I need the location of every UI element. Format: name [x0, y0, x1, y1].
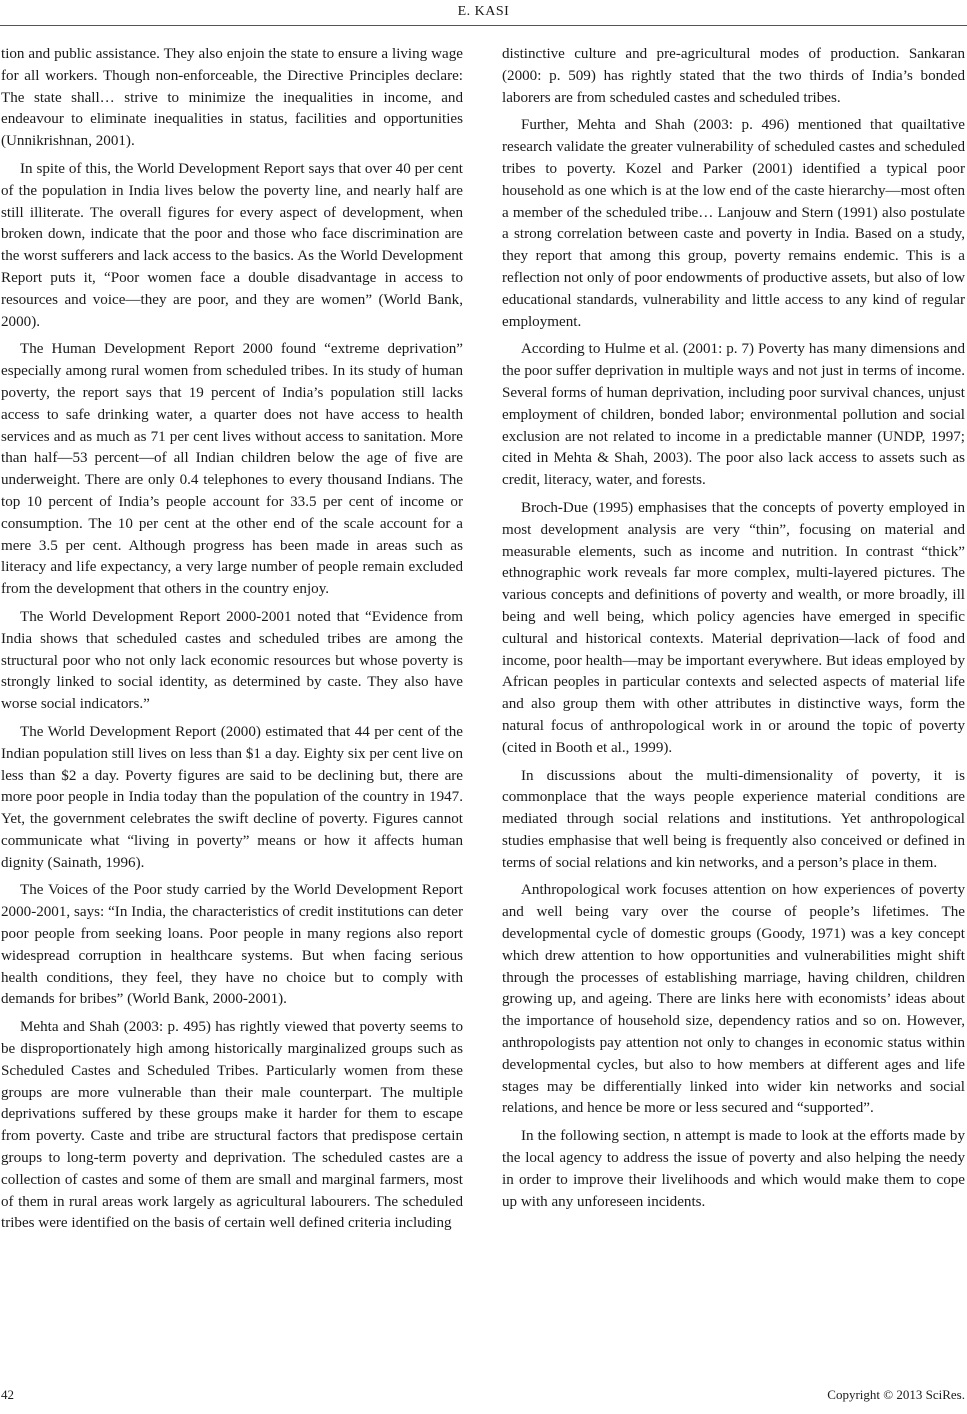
paragraph: tion and public assistance. They also enjoin the state to ensure a living wage for all workers. Though non-enforceable, the Directive Principles declare: The state shall… strive to minimize the inequalities in income, and endeavour to eliminate inequalities in status, facilities and opportunities (Unnikrishnan, 2001). [1, 46, 463, 150]
paragraph: In discussions about the multi-dimensionality of poverty, it is commonplace that the ways people experience material conditions are mediated through social relations and institutions. Yet anthropological studies emphasise that well being is frequently also conceived or defined in terms of social relations and kin networks, and a person’s place in them. [502, 767, 965, 871]
left-column [1, 44, 463, 1241]
running-head: E. KASI [457, 4, 510, 19]
copyright-notice: Copyright © 2013 SciRes. [827, 1387, 965, 1402]
paragraph: Anthropological work focuses attention on how experiences of poverty and well being vary over the course of people’s lifetimes. The developmental cycle of domestic groups (Goody, 1971) was a key concept which drew attention to how opportunities and vulnerabilities might shift through the processes of establishing marriage, having children, children growing up, and ageing. There are links here with economists’ ideas about the importance of household size, dependency ratios and so on. However, anthropologists pay attention not only to changes in economic status within developmental cycles, but also to how members at different ages and life stages may be differentially linked into wider kin networks and social relations, and hence be more or less secured and “supported”. [502, 882, 965, 1117]
paragraph: The Human Development Report 2000 found “extreme deprivation” especially among rural women from scheduled tribes. In its study of human poverty, the report says that 19 percent of India’s population still lacks access to safe drinking water, a quarter does not have access to health services and as much as 71 per cent lives without access to sanitation. More than half—53 percent—of all Indian children below the age of five are underweight. There are only 0.4 telephones to every thousand Indians. The top 10 percent of India’s people account for 33.5 per cent of income or consumption. The 10 per cent at the other end of the scale account for a mere 3.5 per cent. Although progress has been made in areas such as literacy and life expectancy, a very large number of people remain excluded from the development that others in the country enjoy. [1, 341, 463, 598]
right-column [502, 44, 965, 1219]
paragraph: The World Development Report (2000) estimated that 44 per cent of the Indian population still lives on less than $1 a day. Eighty six per cent live on less than $2 a day. Poverty figures are said to be declining but, there are more poor people in India today than the population of the country in 1947. Yet, the government celebrates the swift decline of poverty. Figures cannot communicate what “living in poverty” means or how it affects human dignity (Sainath, 1996). [1, 723, 463, 871]
paragraph: Further, Mehta and Shah (2003: p. 496) mentioned that quailtative research validate the greater vulnerability of scheduled castes and scheduled tribes to poverty. Kozel and Parker (2001) identified a typical poor household as one which is at the low end of the caste hierarchy—most often a member of the scheduled tribe… Lanjouw and Stern (1991) also postulate a strong correlation between caste and poverty in India. Based on a study, they report that among this group, poverty remains endemic. This is a reflection not only of poor endowments of productive assets, but also of low educational standards, vulnerability and little access to any kind of regular employment. [502, 117, 965, 330]
paragraph: distinctive culture and pre-agricultural modes of production. Sankaran (2000: p. 509) has rightly stated that the two thirds of India’s bonded laborers are from scheduled castes and scheduled tribes. [502, 46, 965, 106]
page-number: 42 [1, 1387, 14, 1402]
paragraph: According to Hulme et al. (2001: p. 7) Poverty has many dimensions and the poor suffer deprivation in multiple ways and not just in terms of income. Several forms of human deprivation, including poor survival chances, unjust employment of children, bonded labor; environmental pollution and social exclusion are not related to income in a predictable manner (UNDP, 1997; cited in Mehta & Shah, 2003). The poor also lack access to assets such as credit, literacy, water, and forests. [502, 341, 965, 489]
paragraph: The World Development Report 2000-2001 noted that “Evidence from India shows that scheduled castes and scheduled tribes are among the structural poor who not only lack economic resources but whose poverty is strongly linked to social identity, as determined by caste. They also have worse social indicators.” [1, 608, 463, 713]
paragraph: In the following section, n attempt is made to look at the efforts made by the local agency to address the issue of poverty and also helping the needy in order to improve their livelihoods and which would make them to cope up with any unforeseen incidents. [502, 1128, 965, 1210]
paragraph: Mehta and Shah (2003: p. 495) has rightly viewed that poverty seems to be disproportionately high among historically marginalized groups such as Scheduled Castes and Scheduled Tribes. Particularly women from these groups are more vulnerable than their male counterpart. The multiple deprivations suffered by these groups make it harder for them to escape from poverty. Caste and tribe are structural factors that predispose certain groups to long-term poverty and deprivation. The scheduled castes are a collection of castes and some of them are small and marginal farmers, most of them in rural areas work largely as agricultural labourers. The scheduled tribes were identified on the basis of certain well defined criteria including [1, 1019, 463, 1232]
paragraph: In spite of this, the World Development Report says that over 40 per cent of the population in India lives below the poverty line, and nearly half are still illiterate. The overall figures for every aspect of development, when broken down, indicate that the poor and those who face discrimination are the worst sufferers and lack access to the basics. As the World Development Report puts it, “Poor women face a double disadvantage in access to resources and voice—they are poor, and they are women” (World Bank, 2000). [1, 160, 463, 330]
paragraph: Broch-Due (1995) emphasises that the concepts of poverty employed in most development analysis are very “thin”, focusing on material and measurable elements, such as income and nutrition. In contrast “thick” ethnographic work reveals far more complex, multi-layered pictures. The various concepts and definitions of poverty and wealth, or more broadly, ill being and well being, which policy agencies have emerged in specific cultural and historical contexts. Material deprivation—lack of food and income, poor health—may be important everywhere. But ideas employed by African peoples in particular contexts and selected aspects of material life and also group them with other attributes in distinctive ways, form the natural focus of anthropological work in or around the topic of poverty (cited in Booth et al., 1999). [502, 499, 965, 756]
paragraph: The Voices of the Poor study carried by the World Development Report 2000-2001, says: “In India, the characteristics of credit institutions can deter poor people from seeking loans. Poor people in many regions also report widespread corruption in healthcare systems. But when facing serious health conditions, they feel, they have no choice but to comply with demands for bribes” (World Bank, 2000-2001). [1, 882, 463, 1008]
header-rule [0, 25, 967, 26]
